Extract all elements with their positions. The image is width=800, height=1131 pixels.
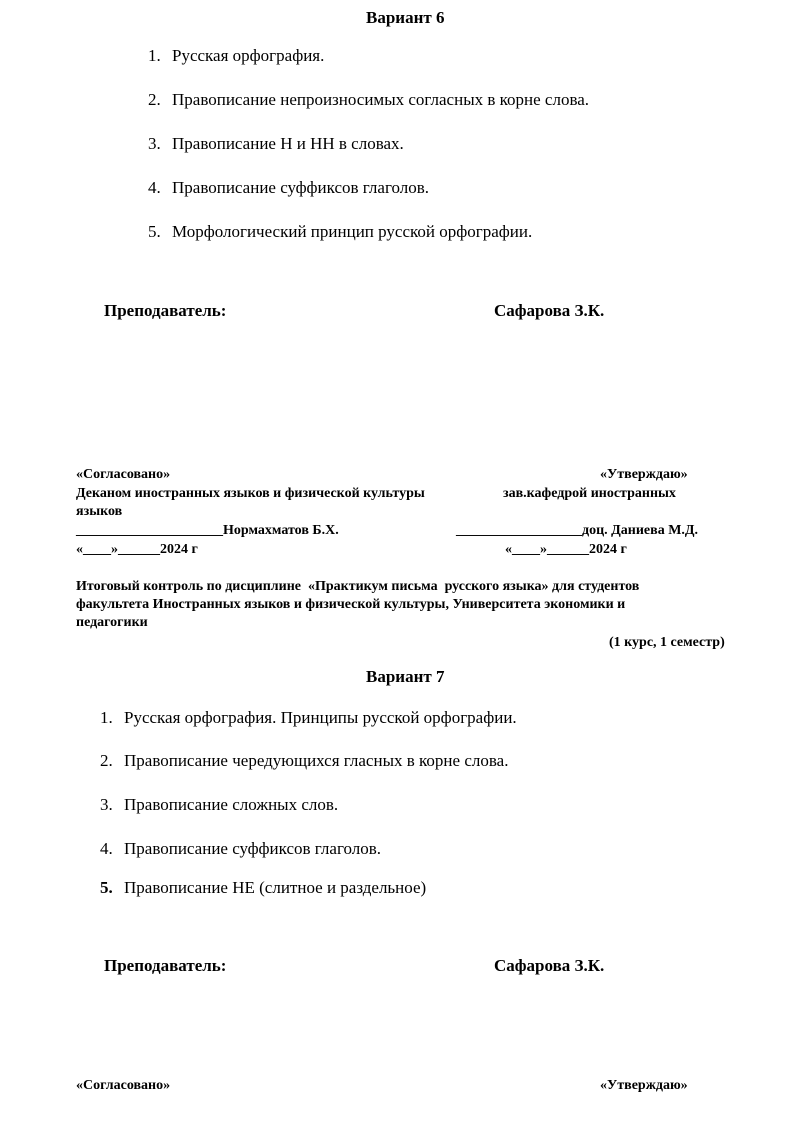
signature-line: _____________________: [76, 523, 223, 538]
dean-signature: [76, 523, 339, 539]
list-item-text: Морфологический принцип русской орфографии.: [172, 222, 533, 241]
list-item: [100, 878, 426, 898]
list-item-number: 3.: [100, 795, 113, 814]
head-role: зав.кафедрой иностранных: [503, 486, 676, 501]
exam-header-line: Итоговый контроль по дисциплине «Практикум письма русского языка» для студентов: [76, 579, 640, 594]
list-item-text: Правописание НЕ (слитное и раздельное): [124, 878, 427, 897]
agreed-label: «Согласовано»: [76, 1078, 171, 1093]
head-signature: [456, 523, 698, 539]
list-item: [148, 90, 589, 110]
list-item: [148, 178, 429, 198]
list-item-text: Правописание чередующихся гласных в корне слова.: [124, 751, 509, 770]
list-item: [100, 795, 338, 815]
head-date: «____»______2024 г: [505, 542, 627, 557]
list-item-text: Правописание суффиксов глаголов.: [124, 839, 382, 858]
list-item-text: Русская орфография.: [172, 46, 325, 65]
exam-header-line: факультета Иностранных языков и физической культуры, Университета экономики и: [76, 597, 626, 612]
list-item: [148, 222, 532, 242]
list-item-text: Правописание суффиксов глаголов.: [172, 178, 430, 197]
agreed-label: «Согласовано»: [76, 467, 171, 482]
exam-header-line: педагогики: [76, 615, 148, 630]
list-item-text: Русская орфография. Принципы русской орфографии.: [124, 708, 517, 727]
dean-role: Деканом иностранных языков и физической культуры: [76, 486, 425, 501]
list-item-number: 5.: [100, 878, 113, 897]
list-item-number: 1.: [100, 708, 113, 727]
head-role-continued: языков: [76, 504, 123, 519]
list-item-number: 3.: [148, 134, 161, 153]
teacher-label: Преподаватель:: [104, 956, 227, 975]
list-item: [100, 839, 381, 859]
teacher-label: Преподаватель:: [104, 301, 227, 320]
list-item-number: 4.: [100, 839, 113, 858]
teacher-name: Сафарова З.К.: [494, 956, 605, 975]
teacher-name: Сафарова З.К.: [494, 301, 605, 320]
list-item-text: Правописание непроизносимых согласных в корне слова.: [172, 90, 590, 109]
list-item-number: 1.: [148, 46, 161, 65]
list-item-number: 2.: [100, 751, 113, 770]
approve-label: «Утверждаю»: [600, 467, 688, 482]
list-item: [148, 46, 324, 66]
list-item: [148, 134, 404, 154]
list-item-text: Правописание Н и НН в словах.: [172, 134, 404, 153]
list-item: [100, 708, 517, 728]
list-item-number: 5.: [148, 222, 161, 241]
dean-date: «____»______2024 г: [76, 542, 198, 557]
list-item: [100, 751, 508, 771]
variant6-title: Вариант 6: [366, 8, 445, 27]
course-info: (1 курс, 1 семестр): [609, 635, 725, 650]
head-name: доц. Даниева М.Д.: [582, 523, 699, 538]
dean-name: Нормахматов Б.Х.: [223, 523, 339, 538]
list-item-text: Правописание сложных слов.: [124, 795, 339, 814]
list-item-number: 4.: [148, 178, 161, 197]
list-item-number: 2.: [148, 90, 161, 109]
variant7-title: Вариант 7: [366, 667, 445, 686]
approve-label: «Утверждаю»: [600, 1078, 688, 1093]
signature-line: __________________: [456, 523, 582, 538]
